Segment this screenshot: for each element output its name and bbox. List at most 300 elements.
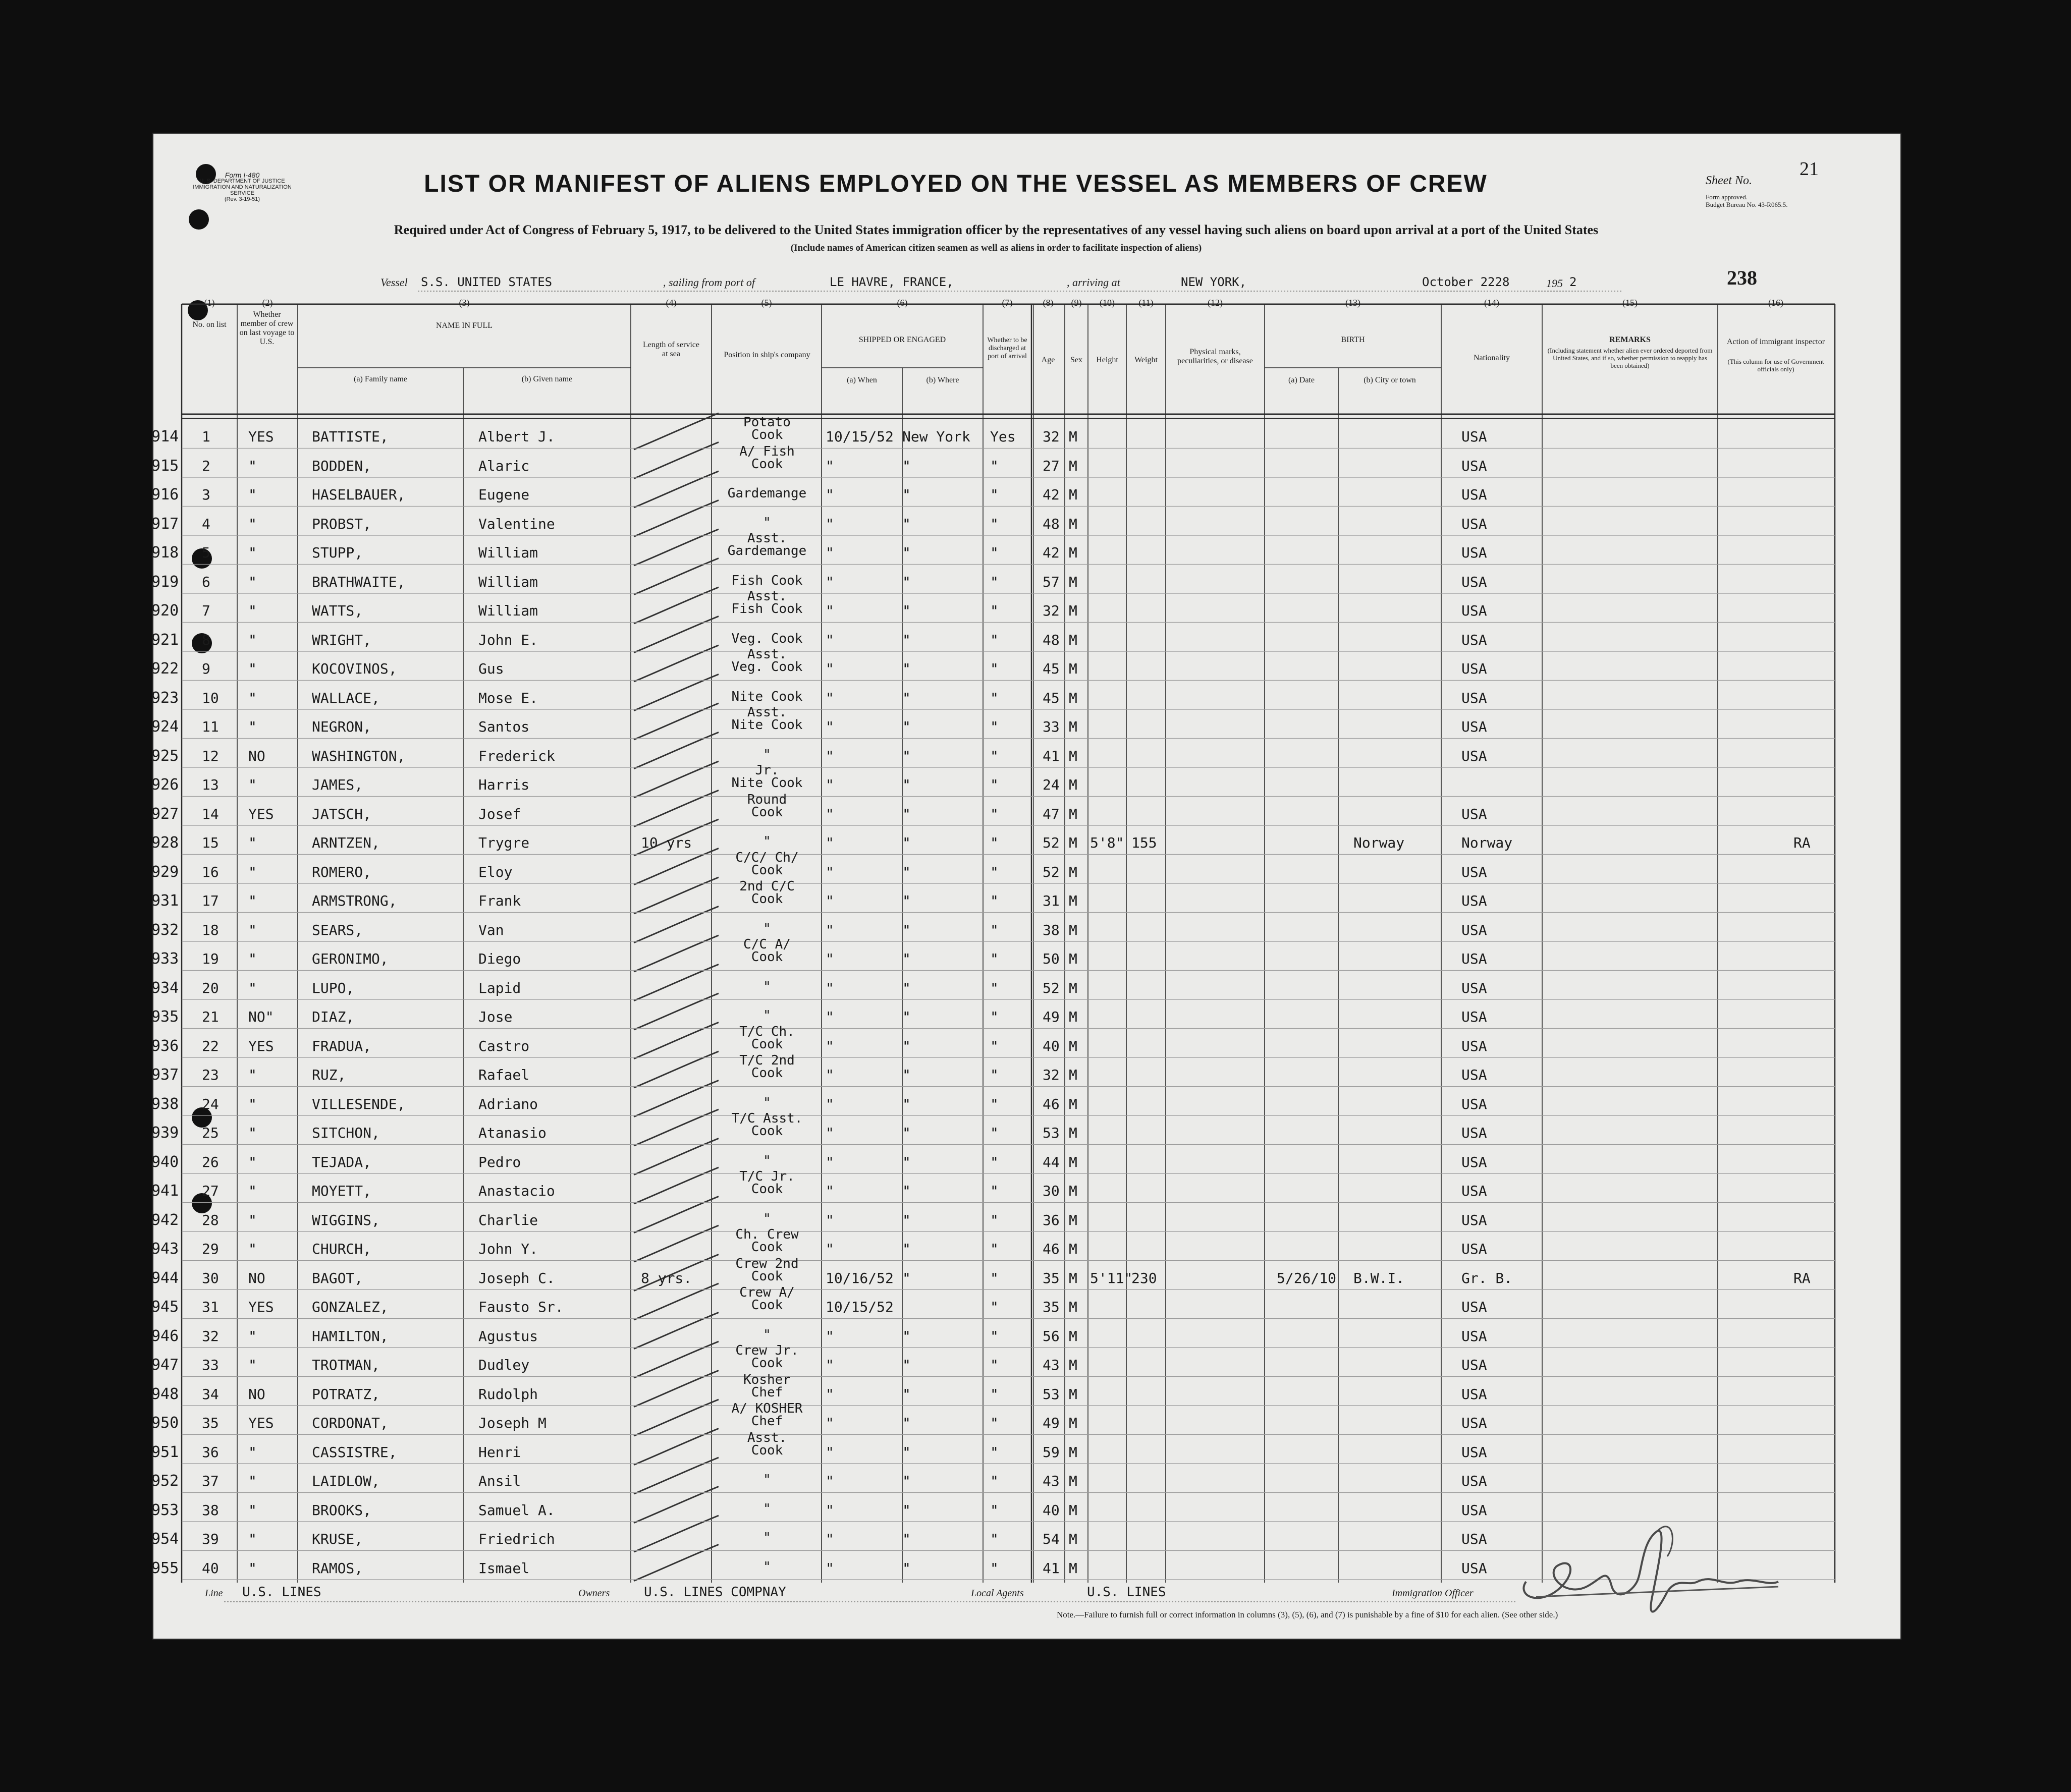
cell-age: 52	[1043, 834, 1060, 851]
cell-seq: 920	[151, 602, 179, 620]
cell-no: 24	[202, 1095, 219, 1112]
col16-subheader: (This column for use of Government officials only)	[1727, 358, 1824, 373]
col15-subheader: (Including statement whether alien ever ordered deported from United States, and if so, whether permission to reapply has been obtained)	[1547, 347, 1713, 369]
stamped-number: 238	[1727, 266, 1757, 289]
cell-no: 26	[202, 1153, 219, 1170]
cell-family: PROBST,	[312, 515, 372, 532]
cell-last: "	[248, 631, 257, 648]
pen-stroke	[634, 500, 719, 537]
cell-last: "	[248, 486, 257, 503]
cell-last: YES	[248, 1415, 274, 1431]
cell-nat: USA	[1461, 1095, 1487, 1112]
cell-where: "	[902, 834, 911, 851]
cell-given: Josef	[478, 805, 521, 822]
cell-given: Joseph M	[478, 1415, 547, 1431]
cell-when: "	[826, 1067, 834, 1083]
penalty-note: Note.—Failure to furnish full or correct information in columns (3), (5), (6), and (7) is punishable by a fine of $10 for each alien. (See other side.)	[1057, 1610, 1558, 1619]
cell-where: "	[902, 776, 911, 793]
col3-number: (3)	[459, 298, 470, 308]
cell-no: 3	[202, 486, 210, 503]
cell-where: "	[902, 631, 911, 648]
cell-when: 10/15/52	[826, 428, 894, 445]
cell-sex: M	[1069, 1067, 1077, 1083]
cell-position: Round Cook	[747, 792, 787, 820]
col12-number: (12)	[1208, 298, 1223, 308]
cell-nat: USA	[1461, 1241, 1487, 1257]
pen-stroke	[634, 733, 719, 769]
cell-family: ROMERO,	[312, 863, 372, 880]
cell-seq: 928	[151, 834, 179, 852]
col14-header: Nationality	[1474, 354, 1510, 362]
pen-stroke	[634, 1023, 719, 1059]
cell-where: "	[902, 1385, 911, 1403]
year-digit: 2	[1569, 275, 1577, 289]
cell-where: "	[902, 1443, 911, 1461]
cell-age: 40	[1043, 1037, 1060, 1054]
cell-no: 29	[202, 1241, 219, 1257]
cell-position: Fish Cook	[731, 573, 803, 588]
cell-position: 2nd C/C Cook	[739, 879, 795, 907]
cell-no: 23	[202, 1067, 219, 1083]
cell-last: "	[248, 776, 257, 793]
cell-weight: 230	[1131, 1269, 1157, 1286]
cell-when: "	[826, 1473, 834, 1489]
cell-seq: 950	[151, 1414, 179, 1432]
cell-last: YES	[248, 1037, 274, 1054]
cell-disch: "	[990, 1269, 999, 1286]
cell-disch: "	[990, 1095, 999, 1112]
sheet-label: Sheet No.	[1706, 174, 1752, 187]
cell-given: Anastacio	[478, 1183, 555, 1199]
cell-disch: "	[990, 1501, 999, 1519]
cell-given: Rudolph	[478, 1385, 538, 1403]
cell-nat: USA	[1461, 950, 1487, 967]
cell-where: "	[902, 1415, 911, 1431]
cell-given: Charlie	[478, 1211, 538, 1228]
cell-position: C/C A/ Cook	[743, 937, 791, 965]
cell-where: "	[902, 544, 911, 561]
cell-position: "	[763, 921, 771, 936]
cell-sex: M	[1069, 1037, 1077, 1054]
cell-position: Ch. Crew Cook	[735, 1227, 799, 1255]
cell-position: T/C Jr. Cook	[739, 1169, 795, 1197]
cell-where: "	[902, 1009, 911, 1025]
cell-last: "	[248, 863, 257, 880]
cell-where: "	[902, 1125, 911, 1141]
cell-where: "	[902, 1501, 911, 1519]
col8-number: (8)	[1043, 298, 1054, 308]
cell-sex: M	[1069, 1299, 1077, 1315]
cell-disch: "	[990, 950, 999, 967]
cell-seq: 917	[151, 515, 179, 533]
cell-sex: M	[1069, 1153, 1077, 1170]
cell-nat: USA	[1461, 428, 1487, 445]
cell-when: "	[826, 544, 834, 561]
cell-when: "	[826, 1327, 834, 1345]
cell-no: 28	[202, 1211, 219, 1228]
cell-family: RAMOS,	[312, 1559, 363, 1577]
cell-sex: M	[1069, 544, 1077, 561]
pen-stroke	[634, 471, 719, 508]
col1-header: No. on list	[192, 320, 227, 329]
col9-header: Sex	[1070, 356, 1082, 364]
cell-when: "	[826, 747, 834, 764]
cell-disch: "	[990, 979, 999, 996]
cell-family: BRATHWAITE,	[312, 573, 406, 590]
cell-position: "	[763, 1008, 771, 1023]
cell-position: Asst. Gardemange	[727, 531, 807, 558]
cell-when: "	[826, 1037, 834, 1054]
cell-seq: 942	[151, 1211, 179, 1229]
cell-family: CORDONAT,	[312, 1415, 389, 1431]
cell-no: 36	[202, 1443, 219, 1461]
cell-sex: M	[1069, 718, 1077, 735]
cell-given: Frank	[478, 892, 521, 909]
cell-disch: "	[990, 776, 999, 793]
owners-label: Owners	[578, 1588, 610, 1599]
col10-header: Height	[1096, 356, 1118, 364]
cell-age: 38	[1043, 921, 1060, 938]
cell-sex: M	[1069, 805, 1077, 822]
cell-position: Gardemange	[727, 486, 807, 501]
line-label: Line	[205, 1588, 223, 1599]
cell-age: 59	[1043, 1443, 1060, 1461]
cell-family: LUPO,	[312, 979, 355, 996]
cell-family: WIGGINS,	[312, 1211, 380, 1228]
col3-header: NAME IN FULL	[436, 321, 493, 330]
cell-family: JAMES,	[312, 776, 363, 793]
cell-service: 8 yrs.	[641, 1269, 692, 1286]
cell-when: 10/16/52	[826, 1269, 894, 1286]
cell-last: NO	[248, 747, 265, 764]
cell-sex: M	[1069, 457, 1077, 474]
cell-nat: USA	[1461, 1299, 1487, 1315]
cell-seq: 929	[151, 863, 179, 881]
cell-seq: 954	[151, 1530, 179, 1548]
cell-last: "	[248, 457, 257, 474]
cell-no: 18	[202, 921, 219, 938]
cell-birth-city: Norway	[1353, 834, 1405, 851]
cell-given: Ismael	[478, 1559, 530, 1577]
cell-disch: "	[990, 1385, 999, 1403]
cell-disch: "	[990, 486, 999, 503]
cell-position: Crew A/ Cook	[739, 1285, 795, 1313]
cell-when: "	[826, 1009, 834, 1025]
form-revision: (Rev. 3-19-51)	[224, 196, 260, 202]
pen-stroke	[634, 587, 719, 624]
cell-family: CHURCH,	[312, 1241, 372, 1257]
cell-nat: USA	[1461, 457, 1487, 474]
cell-nat: USA	[1461, 979, 1487, 996]
pen-stroke	[634, 791, 719, 827]
cell-given: Harris	[478, 776, 530, 793]
pen-stroke	[634, 703, 719, 740]
cell-where: "	[902, 892, 911, 909]
cell-seq: 940	[151, 1153, 179, 1171]
cell-position: "	[763, 1327, 771, 1342]
owners-value: U.S. LINES COMPNAY	[644, 1585, 786, 1600]
cell-nat: USA	[1461, 544, 1487, 561]
col4-number: (4)	[666, 298, 677, 308]
cell-nat: USA	[1461, 1531, 1487, 1547]
cell-sex: M	[1069, 863, 1077, 880]
cell-position: C/C/ Ch/ Cook	[735, 850, 799, 878]
cell-when: "	[826, 805, 834, 822]
cell-family: LAIDLOW,	[312, 1473, 380, 1489]
cell-disch: Yes	[990, 428, 1016, 445]
port-to: NEW YORK,	[1181, 275, 1247, 289]
col6-number: (6)	[897, 298, 908, 308]
cell-position: Crew 2nd Cook	[735, 1256, 799, 1284]
cell-no: 40	[202, 1559, 219, 1577]
cell-disch: "	[990, 1357, 999, 1373]
cell-seq: 932	[151, 921, 179, 939]
cell-disch: "	[990, 1067, 999, 1083]
cell-age: 36	[1043, 1211, 1060, 1228]
agents-value: U.S. LINES	[1087, 1585, 1166, 1600]
cell-position: Crew Jr. Cook	[735, 1343, 799, 1371]
cell-seq: 936	[151, 1037, 179, 1055]
cell-given: Samuel A.	[478, 1501, 555, 1519]
cell-age: 32	[1043, 428, 1060, 445]
cell-no: 2	[202, 457, 210, 474]
cell-position: Potato Cook	[743, 415, 791, 442]
cell-disch: "	[990, 1037, 999, 1054]
cell-when: "	[826, 1241, 834, 1257]
cell-last: "	[248, 1501, 257, 1519]
cell-age: 44	[1043, 1153, 1060, 1170]
cell-age: 52	[1043, 863, 1060, 880]
cell-when: "	[826, 1095, 834, 1112]
cell-no: 30	[202, 1269, 219, 1286]
cell-when: "	[826, 457, 834, 474]
cell-sex: M	[1069, 1415, 1077, 1431]
cell-last: "	[248, 1559, 257, 1577]
cell-disch: "	[990, 1241, 999, 1257]
cell-where: "	[902, 1269, 911, 1286]
cell-nat: USA	[1461, 1125, 1487, 1141]
cell-given: Adriano	[478, 1095, 538, 1112]
cell-where: "	[902, 1095, 911, 1112]
cell-seq: 916	[151, 486, 179, 503]
cell-seq: 926	[151, 776, 179, 794]
pen-stroke	[634, 965, 719, 1001]
cell-nat: USA	[1461, 747, 1487, 764]
cell-where: "	[902, 1559, 911, 1577]
cell-position: "	[763, 834, 771, 849]
cell-given: Frederick	[478, 747, 555, 764]
cell-no: 35	[202, 1415, 219, 1431]
cell-given: Pedro	[478, 1153, 521, 1170]
cell-no: 10	[202, 689, 219, 706]
cell-position: T/C Ch. Cook	[739, 1024, 795, 1052]
cell-where: "	[902, 1327, 911, 1345]
cell-where: "	[902, 979, 911, 996]
cell-family: GONZALEZ,	[312, 1299, 389, 1315]
cell-sex: M	[1069, 1473, 1077, 1489]
cell-disch: "	[990, 1415, 999, 1431]
cell-sex: M	[1069, 1095, 1077, 1112]
cell-family: GERONIMO,	[312, 950, 389, 967]
cell-last: "	[248, 689, 257, 706]
arrival-date: October 2228	[1422, 275, 1510, 289]
col12-header: Physical marks, peculiarities, or disease	[1177, 348, 1253, 365]
cell-family: SITCHON,	[312, 1125, 380, 1141]
cell-last: "	[248, 660, 257, 677]
cell-nat: USA	[1461, 1067, 1487, 1083]
pen-stroke	[634, 529, 719, 566]
cell-nat: USA	[1461, 921, 1487, 938]
cell-no: 37	[202, 1473, 219, 1489]
cell-given: Albert J.	[478, 428, 555, 445]
col3b-header: (b) Given name	[521, 375, 573, 383]
pen-stroke	[634, 907, 719, 943]
cell-weight: 155	[1131, 834, 1157, 851]
cell-sex: M	[1069, 1559, 1077, 1577]
cell-last: NO	[248, 1385, 265, 1403]
cell-when: "	[826, 1531, 834, 1547]
cell-position: "	[763, 1559, 771, 1575]
cell-age: 40	[1043, 1501, 1060, 1519]
cell-seq: 939	[151, 1124, 179, 1142]
cell-age: 52	[1043, 979, 1060, 996]
cell-when: "	[826, 921, 834, 938]
cell-when: "	[826, 1443, 834, 1461]
cell-nat: Gr. B.	[1461, 1269, 1513, 1286]
cell-age: 35	[1043, 1269, 1060, 1286]
cell-given: Valentine	[478, 515, 555, 532]
cell-given: Rafael	[478, 1067, 530, 1083]
cell-when: "	[826, 1183, 834, 1199]
col11-header: Weight	[1134, 356, 1158, 364]
pen-stroke	[634, 1487, 719, 1523]
year-prefix: 195	[1546, 277, 1563, 290]
cell-no: 9	[202, 660, 210, 677]
cell-when: "	[826, 602, 834, 619]
cell-no: 20	[202, 979, 219, 996]
cell-given: Santos	[478, 718, 530, 735]
service-name: IMMIGRATION AND NATURALIZATION SERVICE	[193, 184, 292, 196]
cell-last: "	[248, 1443, 257, 1461]
pen-stroke	[634, 1051, 719, 1088]
pen-stroke	[634, 1429, 719, 1465]
cell-where: "	[902, 1357, 911, 1373]
cell-seq: 921	[151, 631, 179, 649]
cell-seq: 924	[151, 718, 179, 736]
cell-disch: "	[990, 515, 999, 532]
col1-number: (1)	[204, 298, 215, 308]
cell-sex: M	[1069, 486, 1077, 503]
cell-given: Friedrich	[478, 1531, 555, 1547]
cell-given: Eloy	[478, 863, 513, 880]
cell-where: "	[902, 1531, 911, 1547]
cell-no: 4	[202, 515, 210, 532]
cell-sex: M	[1069, 1183, 1077, 1199]
cell-nat: USA	[1461, 1183, 1487, 1199]
cell-when: "	[826, 834, 834, 851]
cell-position: T/C 2nd Cook	[739, 1053, 795, 1081]
col2-header: Whether member of crew on last voyage to U.S.	[239, 310, 295, 346]
cell-family: NEGRON,	[312, 718, 372, 735]
cell-disch: "	[990, 1211, 999, 1228]
cell-sex: M	[1069, 1385, 1077, 1403]
cell-seq: 947	[151, 1356, 179, 1374]
cell-given: John Y.	[478, 1241, 538, 1257]
pen-stroke	[634, 645, 719, 682]
cell-when: "	[826, 1415, 834, 1431]
col4-header: Length of service at sea	[643, 341, 699, 358]
col10-number: (10)	[1100, 298, 1115, 308]
pen-stroke	[634, 877, 719, 914]
cell-age: 43	[1043, 1473, 1060, 1489]
cell-no: 39	[202, 1531, 219, 1547]
cell-family: JATSCH,	[312, 805, 372, 822]
cell-seq: 955	[151, 1559, 179, 1577]
cell-where: "	[902, 805, 911, 822]
cell-family: WRIGHT,	[312, 631, 372, 648]
col7-header: Whether to be discharged at port of arrival	[987, 337, 1027, 360]
cell-last: NO"	[248, 1009, 274, 1025]
cell-no: 14	[202, 805, 219, 822]
cell-no: 27	[202, 1183, 219, 1199]
cell-position: "	[763, 1211, 771, 1226]
cell-age: 56	[1043, 1327, 1060, 1345]
cell-sex: M	[1069, 1443, 1077, 1461]
cell-sex: M	[1069, 776, 1077, 793]
cell-no: 11	[202, 718, 219, 735]
pen-stroke	[634, 761, 719, 798]
cell-family: KRUSE,	[312, 1531, 363, 1547]
cell-position: Asst. Veg. Cook	[731, 647, 803, 675]
cell-age: 49	[1043, 1009, 1060, 1025]
vessel-name: S.S. UNITED STATES	[421, 275, 553, 289]
pen-stroke	[634, 442, 719, 479]
cell-sex: M	[1069, 1211, 1077, 1228]
cell-no: 33	[202, 1357, 219, 1373]
cell-when: "	[826, 689, 834, 706]
cell-given: Alaric	[478, 457, 530, 474]
col6b-header: (b) Where	[926, 376, 959, 384]
cell-age: 57	[1043, 573, 1060, 590]
pen-stroke	[634, 993, 719, 1030]
cell-when: "	[826, 892, 834, 909]
col9-number: (9)	[1071, 298, 1082, 308]
cell-position: A/ Fish Cook	[739, 443, 795, 472]
cell-where: "	[902, 573, 911, 590]
cell-no: 7	[202, 602, 210, 619]
pen-stroke	[634, 1545, 719, 1581]
cell-sex: M	[1069, 660, 1077, 677]
cell-where: "	[902, 747, 911, 764]
cell-when: "	[826, 718, 834, 735]
col15-header: REMARKS	[1609, 335, 1651, 344]
cell-disch: "	[990, 718, 999, 735]
cell-age: 41	[1043, 1559, 1060, 1577]
cell-family: MOYETT,	[312, 1183, 372, 1199]
cell-seq: 925	[151, 747, 179, 765]
cell-nat: USA	[1461, 1501, 1487, 1519]
cell-seq: 923	[151, 689, 179, 707]
cell-when: "	[826, 573, 834, 590]
cell-age: 42	[1043, 544, 1060, 561]
pen-stroke	[634, 1139, 719, 1175]
cell-age: 41	[1043, 747, 1060, 764]
cell-sex: M	[1069, 631, 1077, 648]
cell-last: "	[248, 1095, 257, 1112]
cell-nat: USA	[1461, 486, 1487, 503]
cell-sex: M	[1069, 921, 1077, 938]
cell-last: "	[248, 1153, 257, 1170]
